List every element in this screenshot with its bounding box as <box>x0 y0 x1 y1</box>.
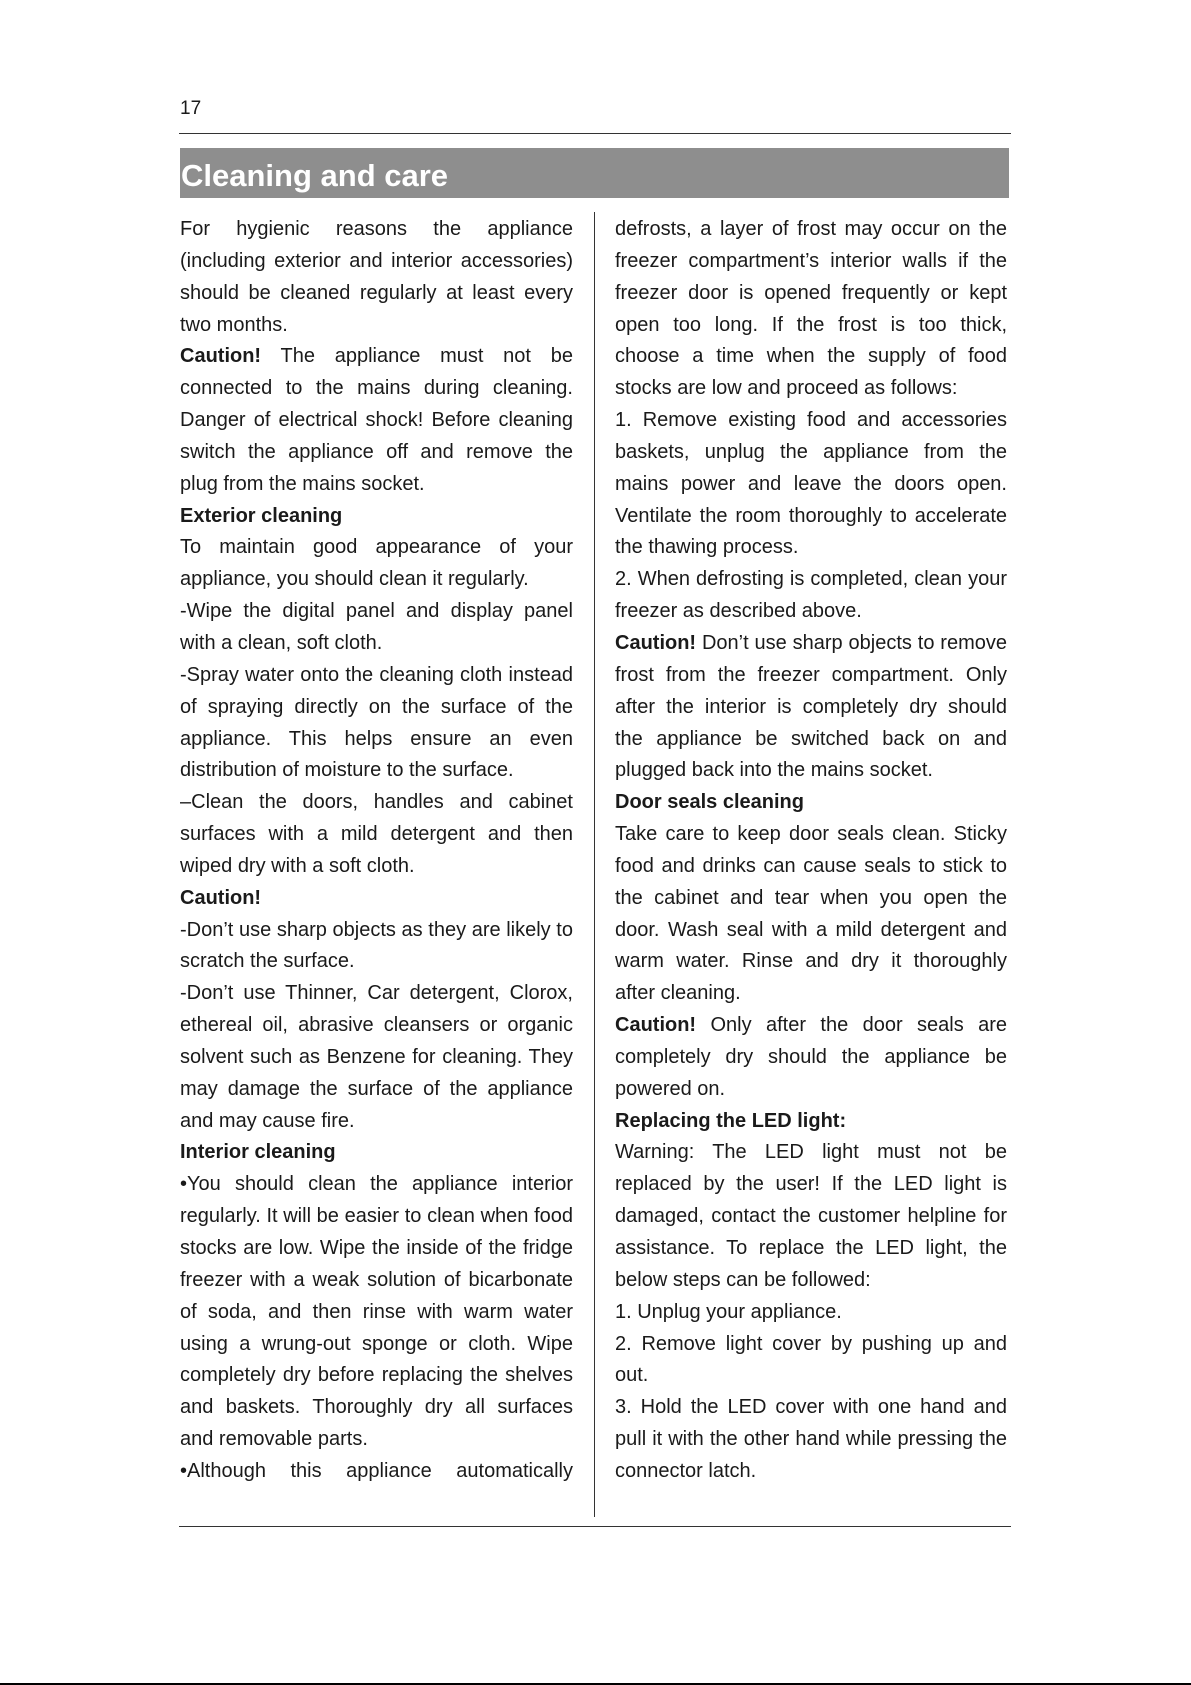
led-warning-paragraph: Warning: The LED light must not be replaced by the user! If the LED light is damaged, contact the customer helpline for assistance. To replace the LED light, the below steps can be followed: <box>615 1141 1007 1291</box>
caution-label: Caution! <box>180 345 262 368</box>
caution-item: -Don’t use sharp objects as they are likely to scratch the surface. <box>180 918 573 973</box>
exterior-paragraph: -Spray water onto the cleaning cloth instead of spraying directly on the surface of the appliance. This helps ensure an even distribution of moisture to the surface. <box>180 663 573 782</box>
led-light-heading: Replacing the LED light: <box>615 1109 847 1132</box>
led-step: 3. Hold the LED cover with one hand and pull it with the other hand while pressing the connector latch. <box>615 1396 1007 1482</box>
defrost-step: 1. Remove existing food and accessories baskets, unplug the appliance from the mains power and leave the doors open. Ventilate the room thoroughly to accelerate the thawing process. <box>615 409 1007 559</box>
interior-paragraph-continued: defrosts, a layer of frost may occur on the freezer compartment’s interior walls if the freezer door is opened frequently or kept open too long. If the frost is too thick, choose a time when the supply of food stocks are low and proceed as follows: <box>615 218 1007 400</box>
exterior-paragraph: -Wipe the digital panel and display panel with a clean, soft cloth. <box>180 600 573 654</box>
caution-label: Caution! <box>615 631 697 654</box>
interior-paragraph: •You should clean the appliance interior regularly. It will be easier to clean when food stocks are low. Wipe the inside of the fridge freezer with a weak solution of bicarbonate of soda, and then rinse with warm water using a wrung-out sponge or cloth. Wipe completely dry before replacing the shelves and baskets. Thoroughly dry all surfaces and removable parts. <box>180 1173 573 1451</box>
exterior-paragraph: –Clean the doors, handles and cabinet surfaces with a mild detergent and then wiped dry with a soft cloth. <box>180 791 573 877</box>
caution-paragraph <box>615 1010 1007 1106</box>
caution-item: -Don’t use Thinner, Car detergent, Clorox, ethereal oil, abrasive cleansers or organic solvent such as Benzene for cleaning. They may damage the surface of the appliance and may cause fire. <box>180 982 573 1132</box>
caution-heading: Caution! <box>180 886 262 909</box>
exterior-paragraph: To maintain good appearance of your appliance, you should clean it regularly. <box>180 536 573 591</box>
caution-text: Only after the door seals are completely dry should the appliance be powered on. <box>615 1014 1007 1100</box>
interior-cleaning-heading: Interior cleaning <box>180 1141 336 1164</box>
top-rule <box>179 133 1011 134</box>
section-title: Cleaning and care <box>181 158 449 193</box>
right-column <box>615 214 1007 1488</box>
led-step: 1. Unplug your appliance. <box>615 1300 842 1323</box>
page-number: 17 <box>180 98 202 119</box>
section-title-bar <box>180 148 1009 198</box>
caution-label: Caution! <box>615 1014 697 1037</box>
caution-text: Don’t use sharp objects to remove frost from the freezer compartment. Only after the interior is completely dry should the appliance be switched back on and plugged back into the mains socket. <box>615 631 1007 782</box>
door-seals-paragraph: Take care to keep door seals clean. Sticky food and drinks can cause seals to stick to the cabinet and tear when you open the door. Wash seal with a mild detergent and warm water. Rinse and dry it thoroughly after cleaning. <box>615 823 1007 1005</box>
interior-paragraph-start: •Although this appliance automatically <box>180 1459 573 1482</box>
led-step: 2. Remove light cover by pushing up and out. <box>615 1332 1007 1387</box>
door-seals-heading: Door seals cleaning <box>615 791 804 814</box>
exterior-cleaning-heading: Exterior cleaning <box>180 504 343 527</box>
caution-paragraph <box>615 628 1007 787</box>
intro-paragraph: For hygienic reasons the appliance (including exterior and interior accessories) should be cleaned regularly at least every two months. <box>180 218 573 336</box>
left-column <box>180 214 573 1488</box>
defrost-step: 2. When defrosting is completed, clean your freezer as described above. <box>615 568 1007 623</box>
caution-text: The appliance must not be connected to the mains during cleaning. Danger of electrical shock! Before cleaning switch the appliance off and remove the plug from the mains socket. <box>180 345 573 495</box>
bottom-rule <box>179 1526 1011 1527</box>
column-divider <box>594 212 595 1517</box>
caution-paragraph <box>180 341 573 500</box>
